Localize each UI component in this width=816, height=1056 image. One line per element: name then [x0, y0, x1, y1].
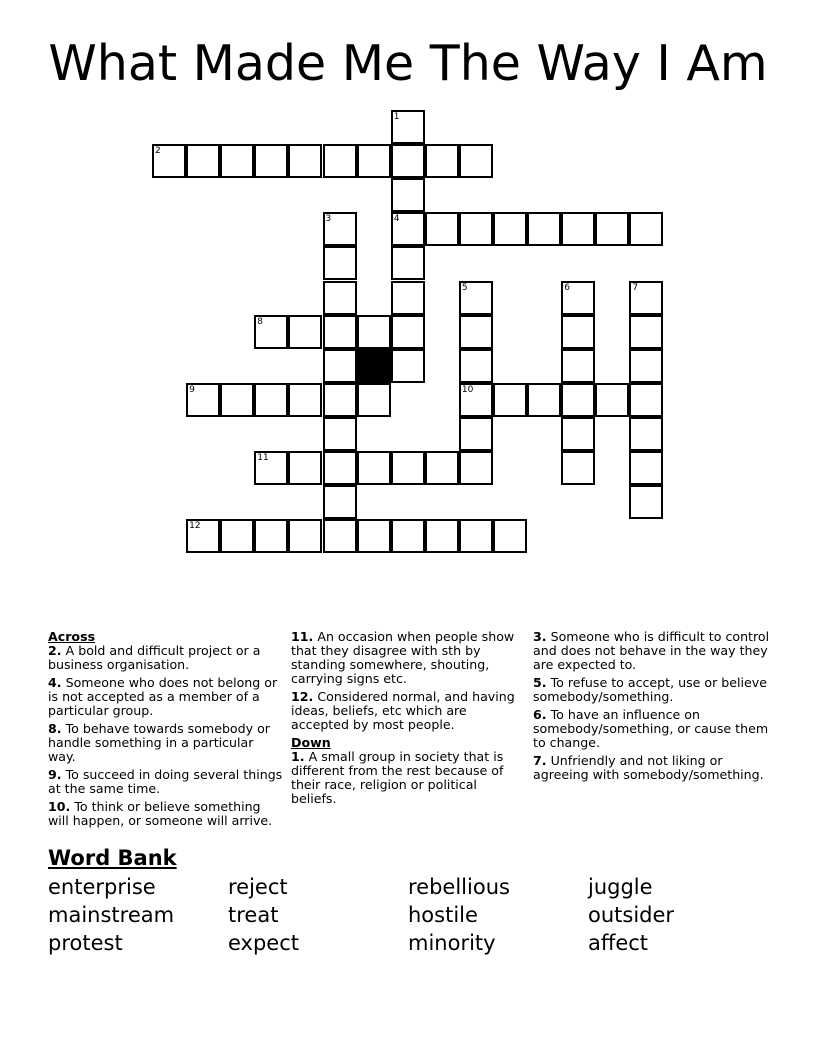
grid-cell[interactable] [391, 281, 425, 315]
grid-cell[interactable] [391, 212, 425, 246]
grid-cell[interactable] [357, 519, 391, 553]
grid-cell[interactable] [561, 383, 595, 417]
grid-cell[interactable] [288, 519, 322, 553]
clue-across-9: 9. To succeed in doing several things at the same time. [48, 767, 283, 796]
grid-cell[interactable] [357, 451, 391, 485]
grid-cell[interactable] [186, 144, 220, 178]
word-bank-item: outsider [588, 903, 675, 927]
word-bank-item: mainstream [48, 903, 175, 927]
grid-cell[interactable] [391, 349, 425, 383]
clue-number: 9 [189, 384, 195, 395]
grid-cell[interactable] [629, 315, 663, 349]
grid-cell[interactable] [425, 451, 459, 485]
grid-cell[interactable] [323, 519, 357, 553]
clue-number: 7 [632, 282, 639, 293]
grid-cell[interactable] [459, 451, 493, 485]
grid-cell[interactable] [254, 451, 288, 485]
word-bank-item: juggle [588, 875, 653, 899]
clue-down-7: 7. Unfriendly and not liking or agreeing with somebody/something. [533, 753, 764, 782]
grid-cell[interactable] [391, 315, 425, 349]
grid-cell[interactable] [254, 315, 288, 349]
grid-cell[interactable] [629, 281, 663, 315]
clue-across-8: 8. To behave towards somebody or handle something in a particular way. [48, 721, 270, 764]
grid-cell[interactable] [357, 383, 391, 417]
clue-number: 6 [564, 282, 570, 293]
grid-cell[interactable] [527, 383, 561, 417]
page-title: What Made Me The Way I Am [48, 35, 768, 92]
grid-cell[interactable] [629, 451, 663, 485]
grid-cell[interactable] [323, 451, 357, 485]
word-bank-item: rebellious [408, 875, 510, 899]
grid-cell[interactable] [220, 519, 254, 553]
clue-across-11: 11. An occasion when people show that they disagree with sth by standing somewhere, shouting, carrying signs etc. [291, 629, 515, 686]
clues-column-3 [533, 630, 773, 786]
grid-cell[interactable] [254, 383, 288, 417]
clue-across-10: 10. To think or believe something will happen, or someone will arrive. [48, 799, 273, 828]
grid-cell[interactable] [595, 212, 629, 246]
word-bank-item: hostile [408, 903, 478, 927]
grid-cell[interactable] [323, 144, 357, 178]
grid-cell[interactable] [425, 144, 459, 178]
grid-cell[interactable] [459, 144, 493, 178]
grid-cell[interactable] [288, 315, 322, 349]
grid-cell[interactable] [186, 383, 220, 417]
word-bank-item: treat [228, 903, 279, 927]
word-bank-item: enterprise [48, 875, 156, 899]
across-heading: Across [48, 629, 96, 644]
word-bank-title: Word Bank [48, 846, 177, 870]
grid-cell[interactable] [493, 212, 527, 246]
grid-cell[interactable] [391, 519, 425, 553]
clue-across-12: 12. Considered normal, and having ideas, beliefs, etc which are accepted by most people. [291, 689, 515, 732]
grid-cell[interactable] [323, 383, 357, 417]
grid-cell[interactable] [561, 212, 595, 246]
grid-cell[interactable] [493, 383, 527, 417]
clue-number: 3 [325, 214, 332, 225]
clue-number: 11 [257, 453, 269, 463]
clue-down-1: 1. A small group in society that is different from the rest because of their race, religion or political beliefs. [291, 749, 504, 806]
grid-cell[interactable] [459, 212, 493, 246]
grid-cell[interactable] [357, 315, 391, 349]
clue-down-5: 5. To refuse to accept, use or believe somebody/something. [533, 675, 767, 704]
grid-cell[interactable] [288, 144, 322, 178]
grid-cell[interactable] [561, 281, 595, 315]
clue-down-6: 6. To have an influence on somebody/something, or cause them to change. [533, 707, 769, 750]
clue-across-2: 2. A bold and difficult project or a business organisation. [48, 643, 261, 672]
grid-cell[interactable] [493, 519, 527, 553]
clue-number: 8 [257, 316, 264, 327]
grid-cell[interactable] [629, 383, 663, 417]
clue-across-4: 4. Someone who does not belong or is not accepted as a member of a particular group. [48, 675, 278, 718]
grid-cell[interactable] [629, 417, 663, 451]
clues-column-2 [291, 630, 521, 810]
clue-number: 2 [155, 146, 161, 157]
grid-cell[interactable] [391, 451, 425, 485]
word-bank-item: minority [408, 931, 496, 955]
grid-cell[interactable] [288, 383, 322, 417]
clue-down-3: 3. Someone who is difficult to control and does not behave in the way they are expected to. [533, 629, 770, 672]
grid-cell[interactable] [561, 451, 595, 485]
grid-cell[interactable] [391, 110, 425, 144]
word-bank-item: protest [48, 931, 123, 955]
clue-number: 4 [393, 214, 400, 225]
grid-cell[interactable] [527, 212, 561, 246]
grid-cell[interactable] [323, 246, 357, 280]
black-cell [357, 349, 391, 383]
grid-cell[interactable] [459, 519, 493, 553]
grid-cell[interactable] [561, 315, 595, 349]
grid-cell[interactable] [459, 417, 493, 451]
grid-cell[interactable] [459, 349, 493, 383]
word-bank-item: reject [228, 875, 288, 899]
grid-cell[interactable] [288, 451, 322, 485]
grid-cell[interactable] [459, 315, 493, 349]
grid-cell[interactable] [254, 519, 288, 553]
grid-cell[interactable] [595, 383, 629, 417]
grid-cell[interactable] [323, 315, 357, 349]
grid-cell[interactable] [323, 349, 357, 383]
down-heading: Down [291, 735, 331, 750]
clues-column-1 [48, 630, 284, 832]
grid-cell[interactable] [186, 519, 220, 553]
grid-cell[interactable] [357, 144, 391, 178]
clue-number: 1 [393, 112, 400, 122]
grid-cell[interactable] [323, 281, 357, 315]
grid-cell[interactable] [561, 349, 595, 383]
grid-cell[interactable] [425, 519, 459, 553]
grid-cell[interactable] [629, 349, 663, 383]
grid-cell[interactable] [459, 281, 493, 315]
grid-cell[interactable] [152, 144, 186, 178]
word-bank-item: affect [588, 931, 649, 955]
grid-cell[interactable] [220, 383, 254, 417]
clue-number: 10 [461, 384, 474, 395]
grid-cell[interactable] [561, 417, 595, 451]
grid-cell[interactable] [323, 417, 357, 451]
grid-cell[interactable] [391, 144, 425, 178]
grid-cell[interactable] [254, 144, 288, 178]
word-bank-item: expect [228, 931, 300, 955]
grid-cell[interactable] [391, 246, 425, 280]
grid-cell[interactable] [425, 212, 459, 246]
grid-cell[interactable] [459, 383, 493, 417]
grid-cell[interactable] [323, 485, 357, 519]
grid-cell[interactable] [629, 212, 663, 246]
grid-cell[interactable] [323, 212, 357, 246]
grid-cell[interactable] [220, 144, 254, 178]
clue-number: 12 [189, 521, 201, 532]
grid-cell[interactable] [629, 485, 663, 519]
grid-cell[interactable] [391, 178, 425, 212]
clue-number: 5 [461, 282, 468, 293]
